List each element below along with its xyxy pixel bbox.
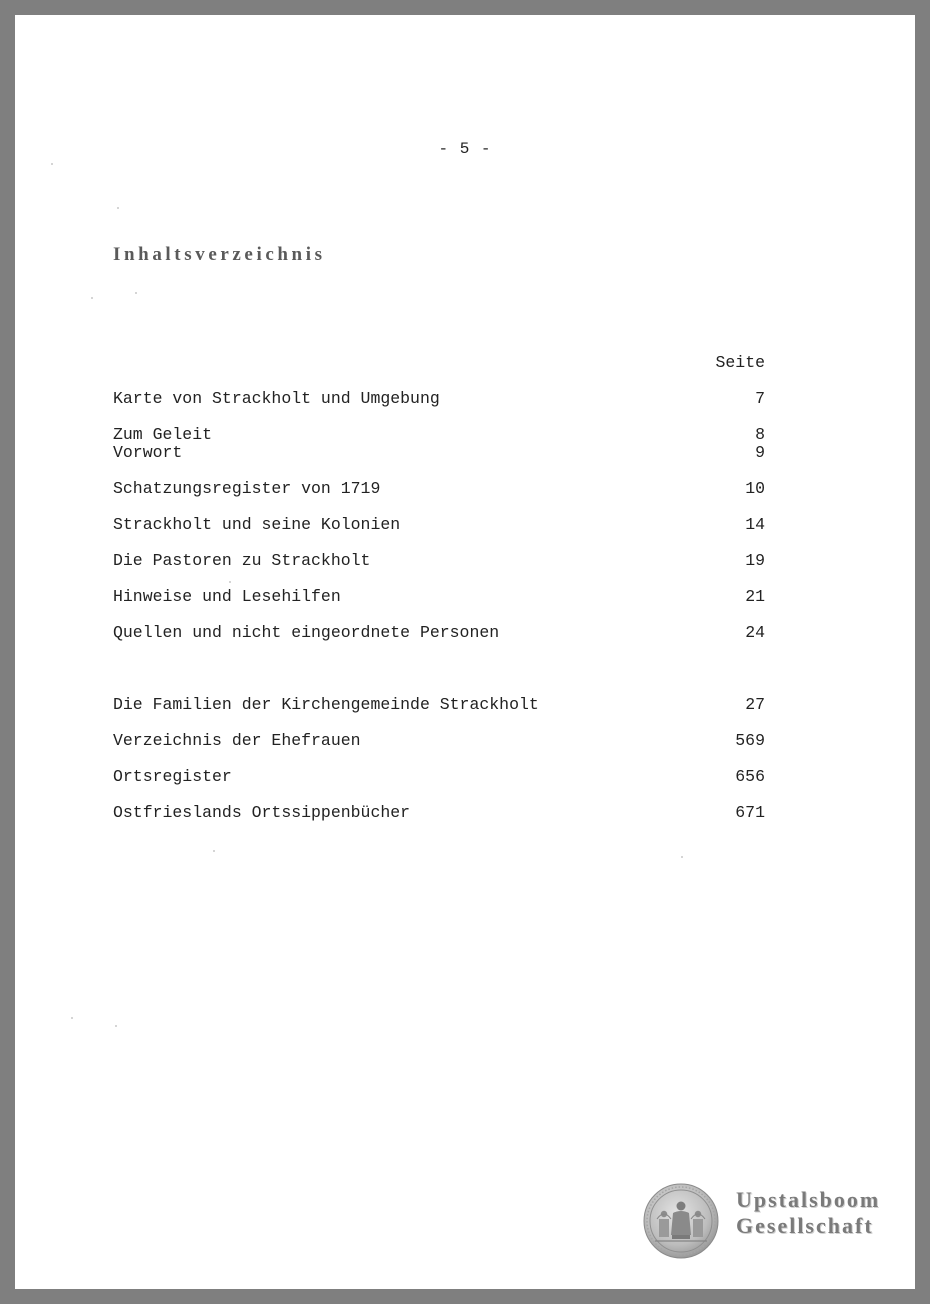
toc-entry-title: Die Familien der Kirchengemeinde Strackholt <box>113 695 539 714</box>
scan-speck <box>681 856 683 858</box>
toc-entry <box>113 479 765 499</box>
scan-speck <box>117 207 119 209</box>
logo-wordmark <box>736 1187 880 1239</box>
toc-entry-page: 10 <box>745 479 765 498</box>
toc-entry-page: 8 <box>755 425 765 444</box>
scan-speck <box>115 1025 117 1027</box>
toc-entry-page: 14 <box>745 515 765 534</box>
toc-entry-title: Quellen und nicht eingeordnete Personen <box>113 623 500 642</box>
toc-entry <box>113 623 765 643</box>
toc-entry <box>113 551 765 571</box>
toc-entry <box>113 443 765 463</box>
table-of-contents-title: Inhaltsverzeichnis <box>113 244 326 265</box>
toc-entry-page: 656 <box>735 767 765 786</box>
scan-speck <box>229 581 231 583</box>
toc-entry <box>113 515 765 535</box>
toc-entry-title: Vorwort <box>113 443 183 462</box>
scan-speck <box>51 163 53 165</box>
toc-entry-title: Die Pastoren zu Strackholt <box>113 551 371 570</box>
upstalsboom-seal-icon <box>643 1183 719 1259</box>
toc-entry-title: Zum Geleit <box>113 425 213 444</box>
scan-speck <box>91 297 93 299</box>
scan-speck <box>71 1017 73 1019</box>
logo-line-1: Upstalsboom <box>736 1187 881 1212</box>
toc-entry-page: 19 <box>745 551 765 570</box>
upstalsboom-logo <box>643 1183 888 1259</box>
toc-entry-title: Ostfrieslands Ortssippenbücher <box>113 803 411 822</box>
toc-entry <box>113 731 765 751</box>
toc-entry-page: 671 <box>735 803 765 822</box>
toc-entry-title: Karte von Strackholt und Umgebung <box>113 389 440 408</box>
toc-entry-page: 569 <box>735 731 765 750</box>
toc-entry-page: 7 <box>755 389 765 408</box>
logo-line-2: Gesellschaft <box>736 1213 874 1238</box>
toc-entry-page: 27 <box>745 695 765 714</box>
toc-entry <box>113 389 765 409</box>
toc-entry <box>113 587 765 607</box>
toc-entry-page: 9 <box>755 443 765 462</box>
toc-entry <box>113 803 765 823</box>
toc-entry <box>113 767 765 787</box>
toc-entry-title: Ortsregister <box>113 767 232 786</box>
page-number: - 5 - <box>438 140 492 158</box>
toc-entry <box>113 425 765 445</box>
scan-speck <box>213 850 215 852</box>
document-page <box>15 15 915 1289</box>
toc-entry-title: Strackholt und seine Kolonien <box>113 515 401 534</box>
toc-entry <box>113 695 765 715</box>
toc-entry-title: Verzeichnis der Ehefrauen <box>113 731 361 750</box>
toc-entry-title: Hinweise und Lesehilfen <box>113 587 341 606</box>
toc-entry-page: 21 <box>745 587 765 606</box>
page-column-header: Seite <box>715 353 765 372</box>
toc-entry-page: 24 <box>745 623 765 642</box>
scan-speck <box>135 292 137 294</box>
toc-entry-title: Schatzungsregister von 1719 <box>113 479 381 498</box>
